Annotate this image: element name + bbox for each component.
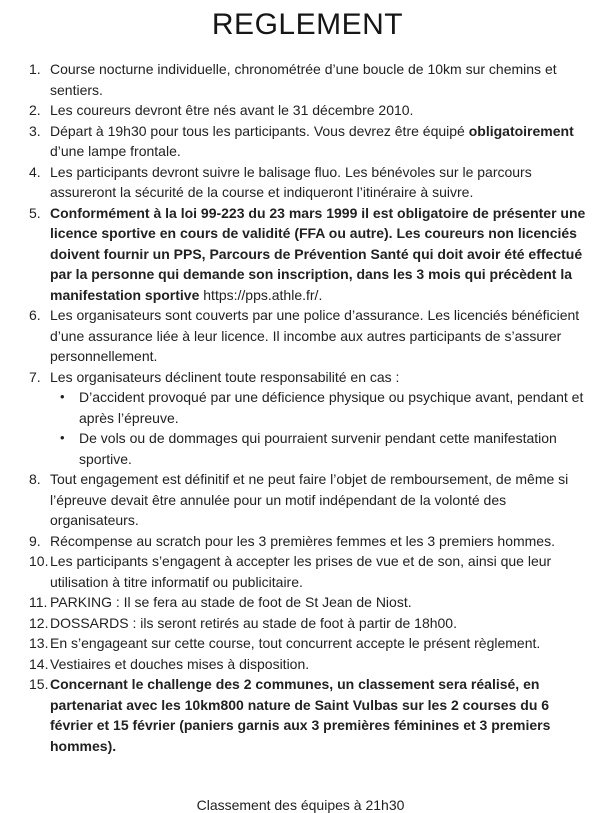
rule-item-2 (29, 100, 586, 121)
rule-item-13 (29, 633, 586, 654)
text-run: obligatoirement (468, 122, 574, 139)
rule-number: 4. (29, 163, 41, 180)
text-run: Départ à 19h30 pour tous les participants. Vous devrez être équipé (50, 122, 469, 139)
sub-bullet-text (79, 387, 586, 428)
text-run: Concernant le challenge des 2 communes, un classement sera réalisé, en partenariat avec les 10km800 nature de Saint Vulbas sur les 2 courses du 6 février et 15 février (paniers garnis aux 3 premières féminines et 3 premiers hommes). (50, 676, 551, 754)
text-run: Course nocturne individuelle, chronométrée d’une boucle de 10km sur chemins et sentiers. (50, 61, 557, 98)
sub-bullet (50, 387, 586, 428)
rule-number: 7. (29, 368, 41, 385)
rule-number: 13. (29, 635, 49, 651)
text-run: Les organisateurs déclinent toute responsabilité en cas : (50, 368, 400, 385)
rule-number: 6. (29, 307, 41, 323)
text-run: d’une lampe frontale. (50, 143, 181, 159)
rule-text (50, 367, 586, 470)
rule-text (50, 162, 586, 203)
text-run: PARKING : Il se fera au stade de foot de St Jean de Niost. (50, 594, 412, 610)
text-run: Les participants devront suivre le balisage fluo. Les bénévoles sur le parcours assureront la sécurité de la course et indiqueront l’itinéraire à suivre. (50, 163, 532, 200)
rule-item-3 (29, 121, 586, 162)
rule-item-14 (29, 654, 586, 675)
rule-number: 11. (29, 594, 48, 610)
rule-text (50, 100, 586, 121)
rule-number: 10. (29, 553, 49, 569)
text-run: Récompense au scratch pour les 3 premières femmes et les 3 premiers hommes. (50, 532, 555, 549)
text-run: Les participants s’engagent à accepter les prises de vue et de son, ainsi que leur utilisation à titre informatif ou publicitaire. (50, 553, 552, 590)
rule-number: 3. (29, 122, 41, 139)
text-run: Les coureurs devront être nés avant le 31 décembre 2010. (50, 102, 414, 118)
rule-number: 15. (29, 676, 49, 692)
rule-number: 5. (29, 204, 41, 221)
rule-number: 12. (29, 614, 49, 631)
rule-number: 1. (29, 61, 41, 77)
rule-text (50, 654, 586, 675)
footer-note: Classement des équipes à 21h30 (196, 797, 405, 813)
rule-text (50, 203, 586, 306)
sub-bullet-text (79, 428, 586, 469)
rule-text (50, 592, 586, 613)
rule-text (50, 613, 586, 634)
page-title: REGLEMENT (211, 8, 404, 41)
rule-item-6 (29, 305, 586, 367)
rule-item-11 (29, 592, 586, 613)
rule-number: 8. (29, 471, 41, 487)
text-run: En s’engageant sur cette course, tout concurrent accepte le présent règlement. (50, 635, 541, 651)
rule-item-15 (29, 674, 586, 756)
rule-number: 14. (29, 655, 49, 672)
text-run: Vestiaires et douches mises à disposition. (50, 655, 310, 672)
rule-item-7 (29, 367, 586, 470)
sub-bullet (50, 428, 586, 469)
rule-text (50, 531, 586, 552)
rule-item-10 (29, 551, 586, 592)
rule-number: 2. (29, 102, 41, 118)
rule-text (50, 305, 586, 367)
rule-item-4 (29, 162, 586, 203)
rule-item-8 (29, 469, 586, 531)
text-run: De vols ou de dommages qui pourraient survenir pendant cette manifestation sportive. (79, 430, 557, 467)
bullet-icon: • (60, 430, 65, 445)
text-run: DOSSARDS : ils seront retirés au stade de foot à partir de 18h00. (50, 614, 457, 631)
text-run: Conformément à la loi 99-223 du 23 mars 1999 il est obligatoire de présenter une licence sportive en cours de validité (FFA ou autre). Les coureurs non licenciés doivent fournir un PPS, Parcours de Prévention Santé qui doit avoir été effectué par la personne qui demande son inscription, dans les 3 mois qui précèdent la manifestation sportive (50, 204, 586, 303)
rule-text (50, 633, 586, 654)
rule-text (50, 59, 586, 100)
bullet-icon: • (60, 389, 65, 404)
rule-item-1 (29, 59, 586, 100)
rule-number: 9. (29, 532, 41, 549)
rule-item-9 (29, 531, 586, 552)
text-run: D’accident provoqué par une déficience physique ou psychique avant, pendant et après l’épreuve. (79, 389, 584, 426)
text-run: Tout engagement est définitif et ne peut faire l’objet de remboursement, de même si l’épreuve devait être annulée pour un motif indépendant de la volonté des organisateurs. (50, 471, 569, 528)
rule-text (50, 121, 586, 162)
rules-list (29, 59, 586, 756)
rule-text (50, 674, 586, 756)
rule-item-12 (29, 613, 586, 634)
rule-item-5 (29, 203, 586, 306)
rule-text (50, 469, 586, 531)
rule-text (50, 551, 586, 592)
text-run: https://pps.athle.fr/. (203, 286, 323, 303)
text-run: Les organisateurs sont couverts par une police d’assurance. Les licenciés bénéficient d’une assurance liée à leur licence. Il incombe aux autres participants de s’assurer personnellement. (50, 307, 580, 364)
